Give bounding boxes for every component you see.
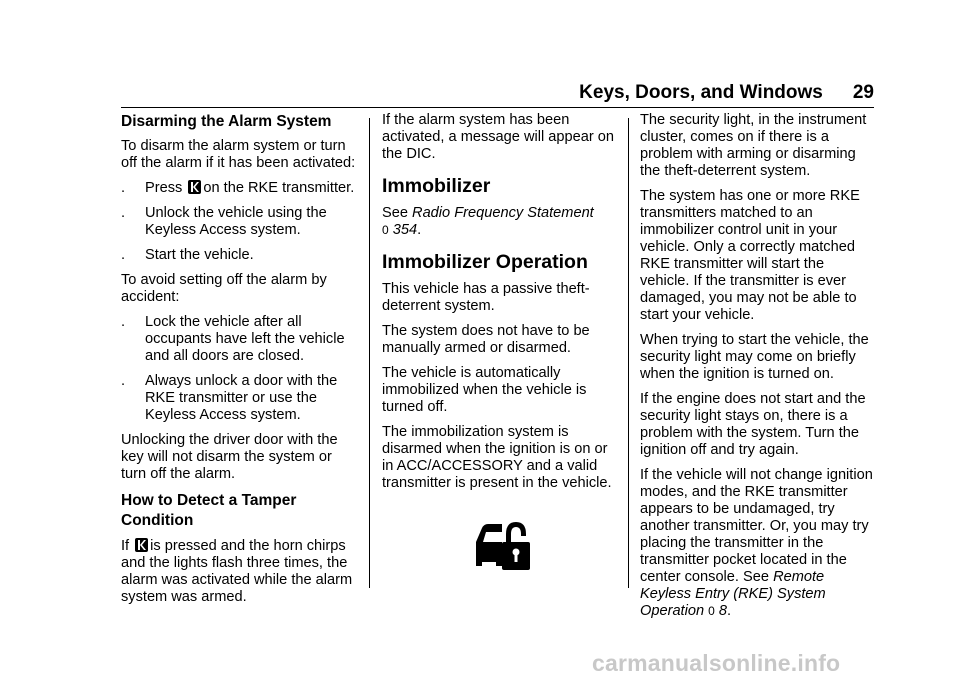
heading-immobilizer: Immobilizer [382, 175, 491, 197]
tamper-text: If [121, 538, 130, 554]
page-ref-arrow-icon: 0 [708, 604, 715, 618]
paragraph: The security light, in the instrument cluster, comes on if there is a problem with arming or disarming the theft-deterrent system. [640, 112, 867, 179]
section-title: Keys, Doors, and Windows [579, 82, 823, 103]
see-reference: See Radio Frequency Statement 0 354. [382, 205, 594, 238]
paragraph: When trying to start the vehicle, the security light may come on briefly when the ignition is turned on. [640, 332, 869, 382]
unlocking-note: Unlocking the driver door with the key will not disarm the system or turn off the alarm. [121, 432, 338, 482]
list-item [121, 205, 358, 239]
bullet-text: Unlock the vehicle using the Keyless Access system. [145, 205, 327, 238]
heading-tamper-condition: How to Detect a Tamper Condition [121, 492, 297, 529]
bullet-dot: . [121, 205, 126, 221]
security-light-icon [472, 520, 530, 572]
list-item [121, 314, 358, 365]
list-item [121, 373, 358, 424]
page-ref-number[interactable]: 354 [392, 222, 418, 238]
rke-operation-link[interactable]: Remote Keyless Entry (RKE) System Operation [640, 569, 826, 619]
page-ref-number[interactable]: 8 [718, 603, 728, 619]
column-1 [121, 112, 358, 614]
paragraph: The system has one or more RKE transmitters matched to an immobilizer control unit in your vehicle. Only a correctly matched RKE transmitter will start the vehicle. If the transmitter is ever damaged, you may not be able to start your vehicle. [640, 188, 860, 323]
watermark: carmanualsonline.info [592, 650, 841, 676]
paragraph: The system does not have to be manually armed or disarmed. [382, 323, 590, 356]
rke-unlock-icon [135, 538, 148, 552]
bullet-text: Start the vehicle. [145, 247, 254, 263]
rke-unlock-icon [188, 180, 201, 194]
avoid-intro: To avoid setting off the alarm by accident: [121, 272, 327, 305]
tamper-text: is pressed and the horn chirps and the lights flash three times, the alarm was activated while the alarm system was armed. [121, 538, 353, 605]
bullet-text: Press [145, 180, 183, 196]
page-number: 29 [852, 82, 874, 103]
paragraph: This vehicle has a passive theft-deterrent system. [382, 281, 590, 314]
paragraph: The vehicle is automatically immobilized when the vehicle is turned off. [382, 365, 587, 415]
list-item [121, 247, 358, 264]
page-header [579, 82, 874, 104]
paragraph-text: If the vehicle will not change ignition modes, and the RKE transmitter appears to be undamaged, try another transmitter. Or, you may try placing the transmitter in the transmitter pocket located in the center console. See [640, 467, 873, 585]
column-2 [382, 112, 618, 572]
heading-disarming-alarm: Disarming the Alarm System [121, 113, 332, 130]
header-rule [121, 107, 874, 108]
paragraph: If the engine does not start and the security light stays on, there is a problem with the system. Turn the ignition off and try again. [640, 391, 866, 458]
bullet-text: on the RKE transmitter. [203, 180, 355, 196]
disarm-intro: To disarm the alarm system or turn off the alarm if it has been activated: [121, 138, 356, 171]
bullet-text: Always unlock a door with the RKE transmitter or use the Keyless Access system. [145, 373, 338, 423]
bullet-dot: . [121, 247, 126, 263]
column-divider [628, 118, 629, 588]
paragraph-ignition-modes: If the vehicle will not change ignition modes, and the RKE transmitter appears to be undamaged, try another transmitter. Or, you may try placing the transmitter in the transmitter pocket located in the center console. See Remote Keyless Entry (RKE) System Operation 0 8. [640, 467, 873, 619]
list-item [121, 180, 358, 197]
tamper-paragraph [121, 538, 358, 606]
bullet-dot: . [121, 314, 126, 330]
page-ref-arrow-icon: 0 [382, 223, 389, 237]
see-prefix: See [382, 205, 408, 221]
column-divider [369, 118, 370, 588]
radio-frequency-link[interactable]: Radio Frequency Statement [412, 205, 594, 221]
dic-note: If the alarm system has been activated, a message will appear on the DIC. [382, 112, 615, 162]
bullet-dot: . [121, 373, 126, 389]
column-3 [640, 112, 876, 628]
bullet-dot: . [121, 180, 126, 196]
bullet-text: Lock the vehicle after all occupants have left the vehicle and all doors are closed. [145, 314, 345, 364]
paragraph: The immobilization system is disarmed when the ignition is on or in ACC/ACCESSORY and a valid transmitter is present in the vehicle. [382, 424, 612, 491]
heading-immobilizer-operation: Immobilizer Operation [382, 251, 588, 273]
